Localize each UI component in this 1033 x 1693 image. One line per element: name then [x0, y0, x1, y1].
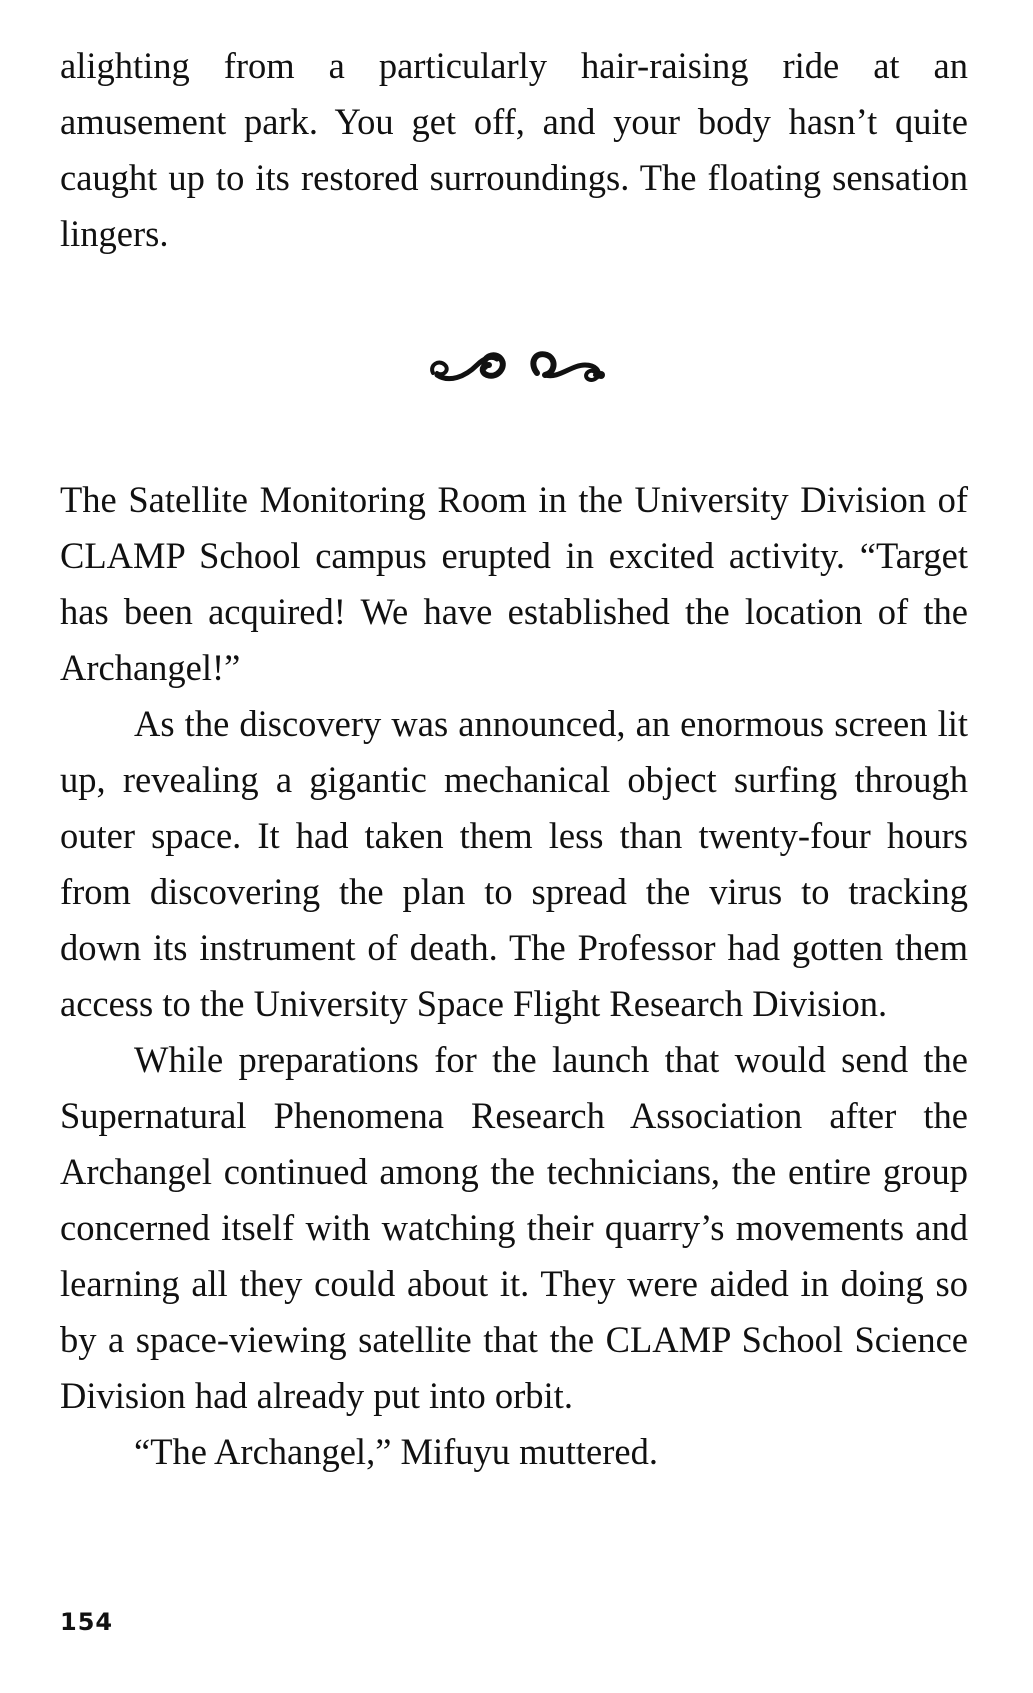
page-number: 154	[60, 1608, 114, 1636]
section-break-ornament	[60, 262, 968, 472]
paragraph-1: The Satellite Monitoring Room in the University Division of CLAMP School campus erupted in excited activity. “Target has been acquired! We have established the location of the Archangel!”	[60, 479, 968, 688]
paragraph-4: “The Archangel,” Mifuyu muttered.	[134, 1431, 658, 1472]
paragraph-continuation: alighting from a particularly hair-raising ride at an amusement park. You get off, and your body hasn’t quite caught up to its restored surroundings. The floating sensation lingers.	[60, 45, 968, 254]
paragraph-3: While preparations for the launch that would send the Supernatural Phenomena Research Association after the Archangel continued among the technicians, the entire group concerned itself with watching their quarry’s movements and learning all they could about it. They were aided in doing so by a space-viewing satellite that the CLAMP School Science Division had already put into orbit.	[60, 1039, 968, 1416]
scroll-flourish-icon	[425, 343, 615, 391]
paragraph-2: As the discovery was announced, an enormous screen lit up, revealing a gigantic mechanical object surfing through outer space. It had taken them less than twenty-four hours from discovering the plan to spread the virus to tracking down its instrument of death. The Professor had gotten them access to the University Space Flight Research Division.	[60, 703, 968, 1024]
book-page	[60, 38, 968, 1480]
